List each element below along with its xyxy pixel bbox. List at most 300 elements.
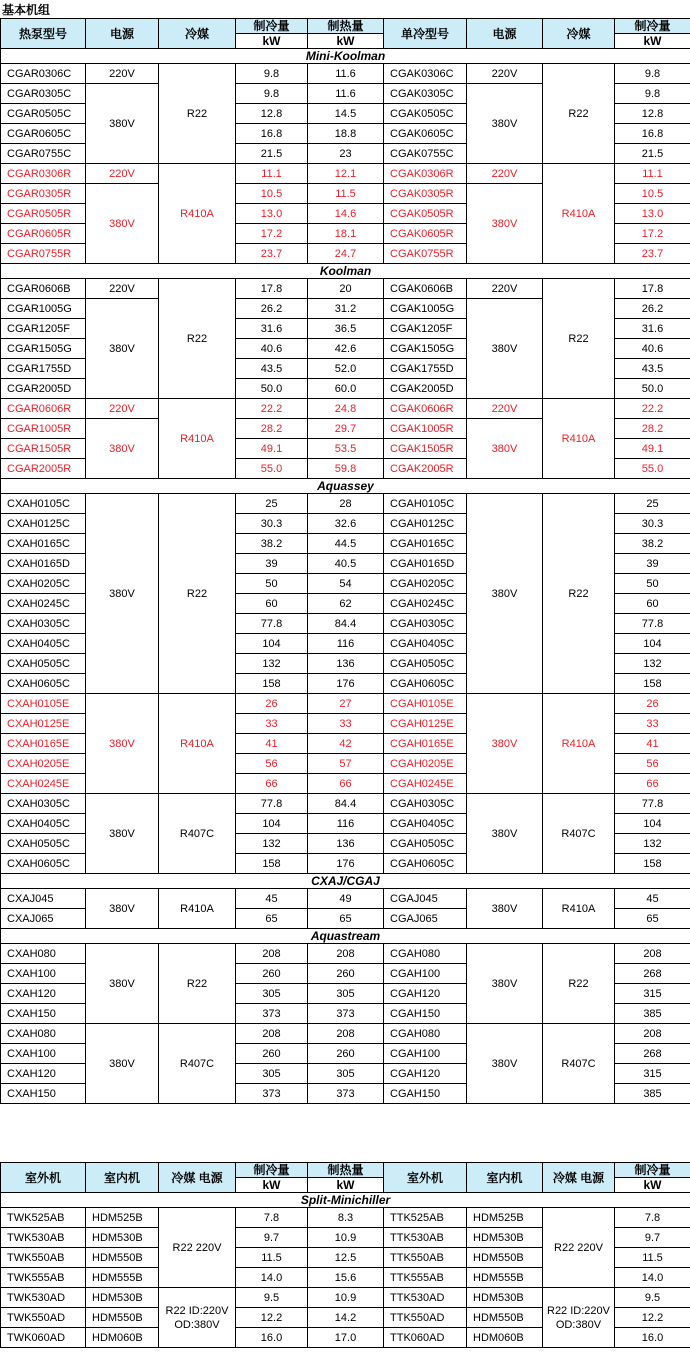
power-cell: 380V — [86, 694, 159, 794]
cooling-cell: 12.2 — [236, 1308, 308, 1328]
table-row — [1, 694, 690, 714]
heating-cell: 260 — [308, 1044, 384, 1064]
indoor2-cell: HDM550B — [467, 1248, 543, 1268]
refrigerant-cell: R22 — [159, 494, 236, 694]
cooling-cell: 21.5 — [236, 144, 308, 164]
heating-cell: 373 — [308, 1004, 384, 1024]
cooling2-cell: 13.0 — [615, 204, 690, 224]
cooling2-cell: 39 — [615, 554, 690, 574]
heating-cell: 10.9 — [308, 1288, 384, 1308]
refrigerant-cell: R22 — [159, 64, 236, 164]
cooling2-cell: 38.2 — [615, 534, 690, 554]
co-model-cell: CGAH080 — [384, 944, 467, 964]
hp-model-cell: CGAR0755R — [1, 244, 86, 264]
col-cooling: 制冷量 — [236, 19, 308, 34]
heating-cell: 11.6 — [308, 84, 384, 104]
power-cell: 380V — [86, 84, 159, 164]
section-row — [1, 264, 690, 279]
spec-cell: R22 220V — [159, 1208, 236, 1288]
spec2-cell: R22 ID:220V OD:380V — [543, 1288, 615, 1348]
section-row — [1, 1193, 690, 1208]
cooling-cell: 55.0 — [236, 459, 308, 479]
cooling2-cell: 158 — [615, 854, 690, 874]
hp-model-cell: CGAR0605R — [1, 224, 86, 244]
cooling2-cell: 16.8 — [615, 124, 690, 144]
cooling-cell: 10.5 — [236, 184, 308, 204]
power2-cell: 380V — [467, 1024, 543, 1104]
hp-model-cell: CXAH0205E — [1, 754, 86, 774]
cooling2-cell: 17.8 — [615, 279, 690, 299]
table-row — [1, 1288, 690, 1308]
cooling-cell: 9.8 — [236, 64, 308, 84]
outdoor2-cell: TTK550AD — [384, 1308, 467, 1328]
cooling-cell: 373 — [236, 1004, 308, 1024]
cooling-cell: 33 — [236, 714, 308, 734]
indoor2-cell: HDM530B — [467, 1228, 543, 1248]
outdoor2-cell: TTK060AD — [384, 1328, 467, 1348]
power-cell: 380V — [86, 889, 159, 929]
co-model-cell: CGAK0306R — [384, 164, 467, 184]
cooling-cell: 16.0 — [236, 1328, 308, 1348]
col-cooling2: 制冷量 — [615, 19, 690, 34]
cooling-cell: 56 — [236, 754, 308, 774]
heating-cell: 373 — [308, 1084, 384, 1104]
section-row — [1, 479, 690, 494]
hp-model-cell: CGAR0505C — [1, 104, 86, 124]
cooling-cell: 9.7 — [236, 1228, 308, 1248]
hp-model-cell: CXAH0245C — [1, 594, 86, 614]
co-model-cell: CGAH0605C — [384, 674, 467, 694]
heating-cell: 44.5 — [308, 534, 384, 554]
heating-cell: 136 — [308, 834, 384, 854]
cooling2-cell: 55.0 — [615, 459, 690, 479]
cooling2-cell: 9.5 — [615, 1288, 690, 1308]
unit-heating: kW — [308, 34, 384, 49]
co-model-cell: CGAK0755R — [384, 244, 467, 264]
cooling-cell: 208 — [236, 944, 308, 964]
cooling2-cell: 385 — [615, 1084, 690, 1104]
section-title: Split-Minichiller — [1, 1193, 690, 1208]
hp-model-cell: CXAH120 — [1, 984, 86, 1004]
table-row — [1, 164, 690, 184]
power2-cell: 220V — [467, 399, 543, 419]
co-model-cell: CGAH0165C — [384, 534, 467, 554]
outdoor-cell: TWK530AB — [1, 1228, 86, 1248]
cooling-cell: 104 — [236, 634, 308, 654]
heating-cell: 116 — [308, 814, 384, 834]
heating-cell: 176 — [308, 674, 384, 694]
hp-model-cell: CXAH0165D — [1, 554, 86, 574]
hp-model-cell: CXAJ045 — [1, 889, 86, 909]
power-cell: 220V — [86, 164, 159, 184]
heating-cell: 12.1 — [308, 164, 384, 184]
col-refrigerant: 冷媒 — [159, 19, 236, 49]
refrigerant2-cell: R410A — [543, 399, 615, 479]
main-spec-table — [0, 18, 690, 1104]
cooling2-cell: 40.6 — [615, 339, 690, 359]
cooling2-cell: 77.8 — [615, 794, 690, 814]
heating-cell: 40.5 — [308, 554, 384, 574]
co-model-cell: CGAH150 — [384, 1084, 467, 1104]
table-row — [1, 64, 690, 84]
heating-cell: 17.0 — [308, 1328, 384, 1348]
outdoor2-cell: TTK530AD — [384, 1288, 467, 1308]
co-model-cell: CGAH0605C — [384, 854, 467, 874]
cooling2-cell: 50 — [615, 574, 690, 594]
cooling-cell: 13.0 — [236, 204, 308, 224]
col-split-cooling: 制冷量 — [236, 1163, 308, 1178]
power2-cell: 220V — [467, 64, 543, 84]
refrigerant-cell: R410A — [159, 399, 236, 479]
heating-cell: 15.6 — [308, 1268, 384, 1288]
hp-model-cell: CXAH150 — [1, 1084, 86, 1104]
hp-model-cell: CXAH0125E — [1, 714, 86, 734]
outdoor2-cell: TTK530AB — [384, 1228, 467, 1248]
co-model-cell: CGAK0305C — [384, 84, 467, 104]
cooling2-cell: 17.2 — [615, 224, 690, 244]
hp-model-cell: CXAH0165E — [1, 734, 86, 754]
cooling-cell: 7.8 — [236, 1208, 308, 1228]
split-unit-cooling: kW — [236, 1178, 308, 1193]
cooling2-cell: 268 — [615, 1044, 690, 1064]
heating-cell: 23 — [308, 144, 384, 164]
hp-model-cell: CGAR0305R — [1, 184, 86, 204]
cooling-cell: 158 — [236, 674, 308, 694]
co-model-cell: CGAK0605C — [384, 124, 467, 144]
power-cell: 380V — [86, 794, 159, 874]
cooling-cell: 16.8 — [236, 124, 308, 144]
hp-model-cell: CXAH0305C — [1, 614, 86, 634]
cooling2-cell: 104 — [615, 634, 690, 654]
refrigerant2-cell: R410A — [543, 694, 615, 794]
cooling-cell: 17.8 — [236, 279, 308, 299]
split-unit-cooling2: kW — [615, 1178, 690, 1193]
section-title: Aquastream — [1, 929, 690, 944]
power-cell: 220V — [86, 64, 159, 84]
cooling2-cell: 132 — [615, 654, 690, 674]
hp-model-cell: CXAH0605C — [1, 674, 86, 694]
power-cell: 380V — [86, 1024, 159, 1104]
co-model-cell: CGAH0305C — [384, 614, 467, 634]
co-model-cell: CGAK1005G — [384, 299, 467, 319]
cooling2-cell: 23.7 — [615, 244, 690, 264]
section-title: Mini-Koolman — [1, 49, 690, 64]
table-row — [1, 1024, 690, 1044]
heating-cell: 42.6 — [308, 339, 384, 359]
hp-model-cell: CXAH0105C — [1, 494, 86, 514]
heating-cell: 12.5 — [308, 1248, 384, 1268]
heating-cell: 11.6 — [308, 64, 384, 84]
outdoor2-cell: TTK555AB — [384, 1268, 467, 1288]
co-model-cell: CGAH0405C — [384, 634, 467, 654]
unit-cooling: kW — [236, 34, 308, 49]
co-model-cell: CGAJ065 — [384, 909, 467, 929]
hp-model-cell: CGAR1505R — [1, 439, 86, 459]
cooling-cell: 28.2 — [236, 419, 308, 439]
hp-model-cell: CGAR1005G — [1, 299, 86, 319]
co-model-cell: CGAH0205C — [384, 574, 467, 594]
outdoor-cell: TWK550AD — [1, 1308, 86, 1328]
col-refrigerant2: 冷媒 — [543, 19, 615, 49]
heating-cell: 10.9 — [308, 1228, 384, 1248]
refrigerant-cell: R22 — [159, 944, 236, 1024]
co-model-cell: CGAK1505R — [384, 439, 467, 459]
col-heating: 制热量 — [308, 19, 384, 34]
table-row — [1, 889, 690, 909]
cooling2-cell: 104 — [615, 814, 690, 834]
cooling-cell: 50 — [236, 574, 308, 594]
page-title: 基本机组 — [2, 3, 51, 17]
col-outdoor: 室外机 — [1, 1163, 86, 1193]
hp-model-cell: CGAR1205F — [1, 319, 86, 339]
hp-model-cell: CGAR0305C — [1, 84, 86, 104]
heating-cell: 84.4 — [308, 614, 384, 634]
indoor-cell: HDM060B — [86, 1328, 159, 1348]
heating-cell: 59.8 — [308, 459, 384, 479]
cooling-cell: 208 — [236, 1024, 308, 1044]
cooling-cell: 132 — [236, 834, 308, 854]
power2-cell: 380V — [467, 694, 543, 794]
cooling2-cell: 315 — [615, 984, 690, 1004]
indoor2-cell: HDM525B — [467, 1208, 543, 1228]
co-model-cell: CGAH0165D — [384, 554, 467, 574]
heating-cell: 11.5 — [308, 184, 384, 204]
section-title: CXAJ/CGAJ — [1, 874, 690, 889]
refrigerant2-cell: R407C — [543, 1024, 615, 1104]
cooling2-cell: 60 — [615, 594, 690, 614]
refrigerant2-cell: R410A — [543, 889, 615, 929]
cooling-cell: 373 — [236, 1084, 308, 1104]
split-header-row-top — [1, 1163, 690, 1178]
heating-cell: 84.4 — [308, 794, 384, 814]
cooling-cell: 31.6 — [236, 319, 308, 339]
section-row — [1, 929, 690, 944]
hp-model-cell: CXAH120 — [1, 1064, 86, 1084]
power-cell: 380V — [86, 944, 159, 1024]
co-model-cell: CGAK0305R — [384, 184, 467, 204]
indoor2-cell: HDM530B — [467, 1288, 543, 1308]
cooling2-cell: 10.5 — [615, 184, 690, 204]
co-model-cell: CGAH120 — [384, 1064, 467, 1084]
heating-cell: 208 — [308, 944, 384, 964]
refrigerant2-cell: R407C — [543, 794, 615, 874]
cooling-cell: 23.7 — [236, 244, 308, 264]
table-row — [1, 279, 690, 299]
co-model-cell: CGAH0305C — [384, 794, 467, 814]
cooling2-cell: 12.8 — [615, 104, 690, 124]
power-cell: 380V — [86, 419, 159, 479]
co-model-cell: CGAK2005D — [384, 379, 467, 399]
table-row — [1, 944, 690, 964]
co-model-cell: CGAH0125C — [384, 514, 467, 534]
cooling2-cell: 11.1 — [615, 164, 690, 184]
cooling2-cell: 26 — [615, 694, 690, 714]
cooling-cell: 11.1 — [236, 164, 308, 184]
cooling-cell: 38.2 — [236, 534, 308, 554]
cooling2-cell: 11.5 — [615, 1248, 690, 1268]
refrigerant-cell: R410A — [159, 694, 236, 794]
co-model-cell: CGAH0505C — [384, 834, 467, 854]
hp-model-cell: CGAR0606R — [1, 399, 86, 419]
cooling-cell: 11.5 — [236, 1248, 308, 1268]
cooling-cell: 49.1 — [236, 439, 308, 459]
heating-cell: 29.7 — [308, 419, 384, 439]
hp-model-cell: CXAH0405C — [1, 634, 86, 654]
heating-cell: 33 — [308, 714, 384, 734]
spec2-cell: R22 220V — [543, 1208, 615, 1288]
co-model-cell: CGAH0105C — [384, 494, 467, 514]
hp-model-cell: CXAH0205C — [1, 574, 86, 594]
heating-cell: 208 — [308, 1024, 384, 1044]
cooling-cell: 305 — [236, 984, 308, 1004]
power2-cell: 220V — [467, 279, 543, 299]
heating-cell: 20 — [308, 279, 384, 299]
refrigerant2-cell: R410A — [543, 164, 615, 264]
heating-cell: 36.5 — [308, 319, 384, 339]
table-row — [1, 794, 690, 814]
hp-model-cell: CGAR0605C — [1, 124, 86, 144]
table-row — [1, 399, 690, 419]
cooling-cell: 158 — [236, 854, 308, 874]
cooling-cell: 9.5 — [236, 1288, 308, 1308]
cooling2-cell: 56 — [615, 754, 690, 774]
refrigerant-cell: R407C — [159, 794, 236, 874]
table-row — [1, 494, 690, 514]
col-outdoor2: 室外机 — [384, 1163, 467, 1193]
cooling2-cell: 208 — [615, 944, 690, 964]
indoor-cell: HDM530B — [86, 1228, 159, 1248]
heating-cell: 24.8 — [308, 399, 384, 419]
hp-model-cell: CGAR0306C — [1, 64, 86, 84]
heating-cell: 8.3 — [308, 1208, 384, 1228]
cooling2-cell: 28.2 — [615, 419, 690, 439]
co-model-cell: CGAH0405C — [384, 814, 467, 834]
cooling2-cell: 33 — [615, 714, 690, 734]
cooling-cell: 26 — [236, 694, 308, 714]
co-model-cell: CGAH0105E — [384, 694, 467, 714]
co-model-cell: CGAK1005R — [384, 419, 467, 439]
col-ref-power: 冷媒 电源 — [159, 1163, 236, 1193]
indoor2-cell: HDM060B — [467, 1328, 543, 1348]
heating-cell: 260 — [308, 964, 384, 984]
heating-cell: 14.5 — [308, 104, 384, 124]
header-row-top — [1, 19, 690, 34]
heating-cell: 305 — [308, 984, 384, 1004]
cooling-cell: 260 — [236, 964, 308, 984]
co-model-cell: CGAJ045 — [384, 889, 467, 909]
heating-cell: 18.1 — [308, 224, 384, 244]
cooling2-cell: 9.8 — [615, 64, 690, 84]
cooling-cell: 77.8 — [236, 614, 308, 634]
hp-model-cell: CXAH100 — [1, 1044, 86, 1064]
heating-cell: 31.2 — [308, 299, 384, 319]
indoor-cell: HDM550B — [86, 1308, 159, 1328]
co-model-cell: CGAK1755D — [384, 359, 467, 379]
cooling-cell: 12.8 — [236, 104, 308, 124]
hp-model-cell: CGAR0505R — [1, 204, 86, 224]
indoor2-cell: HDM555B — [467, 1268, 543, 1288]
co-model-cell: CGAH100 — [384, 964, 467, 984]
co-model-cell: CGAK1505G — [384, 339, 467, 359]
refrigerant-cell: R410A — [159, 164, 236, 264]
co-model-cell: CGAH0205E — [384, 754, 467, 774]
heating-cell: 60.0 — [308, 379, 384, 399]
cooling2-cell: 7.8 — [615, 1208, 690, 1228]
heating-cell: 66 — [308, 774, 384, 794]
outdoor-cell: TWK530AD — [1, 1288, 86, 1308]
power2-cell: 220V — [467, 164, 543, 184]
hp-model-cell: CXAH0405C — [1, 814, 86, 834]
co-model-cell: CGAK0606R — [384, 399, 467, 419]
co-model-cell: CGAH100 — [384, 1044, 467, 1064]
cooling2-cell: 31.6 — [615, 319, 690, 339]
co-model-cell: CGAK0755C — [384, 144, 467, 164]
split-unit-heating: kW — [308, 1178, 384, 1193]
power2-cell: 380V — [467, 299, 543, 399]
power2-cell: 380V — [467, 184, 543, 264]
co-model-cell: CGAH150 — [384, 1004, 467, 1024]
cooling-cell: 50.0 — [236, 379, 308, 399]
col-split-heating: 制热量 — [308, 1163, 384, 1178]
cooling-cell: 65 — [236, 909, 308, 929]
cooling-cell: 45 — [236, 889, 308, 909]
section-row — [1, 874, 690, 889]
co-model-cell: CGAK2005R — [384, 459, 467, 479]
hp-model-cell: CGAR0306R — [1, 164, 86, 184]
outdoor2-cell: TTK550AB — [384, 1248, 467, 1268]
heating-cell: 14.6 — [308, 204, 384, 224]
cooling-cell: 26.2 — [236, 299, 308, 319]
refrigerant-cell: R22 — [159, 279, 236, 399]
cooling2-cell: 132 — [615, 834, 690, 854]
power-cell: 380V — [86, 184, 159, 264]
cooling2-cell: 9.7 — [615, 1228, 690, 1248]
col-indoor2: 室内机 — [467, 1163, 543, 1193]
hp-model-cell: CGAR2005R — [1, 459, 86, 479]
col-power: 电源 — [86, 19, 159, 49]
co-model-cell: CGAK0505R — [384, 204, 467, 224]
hp-model-cell: CGAR2005D — [1, 379, 86, 399]
co-model-cell: CGAH0125E — [384, 714, 467, 734]
cooling2-cell: 45 — [615, 889, 690, 909]
heating-cell: 28 — [308, 494, 384, 514]
split-spec-table — [0, 1162, 690, 1348]
co-model-cell: CGAH0165E — [384, 734, 467, 754]
cooling-cell: 104 — [236, 814, 308, 834]
refrigerant2-cell: R22 — [543, 64, 615, 164]
heating-cell: 32.6 — [308, 514, 384, 534]
cooling2-cell: 16.0 — [615, 1328, 690, 1348]
cooling-cell: 14.0 — [236, 1268, 308, 1288]
power-cell: 380V — [86, 494, 159, 694]
cooling-cell: 66 — [236, 774, 308, 794]
heating-cell: 65 — [308, 909, 384, 929]
refrigerant2-cell: R22 — [543, 494, 615, 694]
cooling2-cell: 268 — [615, 964, 690, 984]
cooling-cell: 25 — [236, 494, 308, 514]
spec-cell: R22 ID:220V OD:380V — [159, 1288, 236, 1348]
heating-cell: 18.8 — [308, 124, 384, 144]
co-model-cell: CGAK0605R — [384, 224, 467, 244]
cooling2-cell: 77.8 — [615, 614, 690, 634]
col-co-model: 单冷型号 — [384, 19, 467, 49]
power-cell: 220V — [86, 279, 159, 299]
cooling2-cell: 49.1 — [615, 439, 690, 459]
hp-model-cell: CXAH0505C — [1, 654, 86, 674]
col-hp-model: 热泵型号 — [1, 19, 86, 49]
power2-cell: 380V — [467, 419, 543, 479]
heating-cell: 54 — [308, 574, 384, 594]
